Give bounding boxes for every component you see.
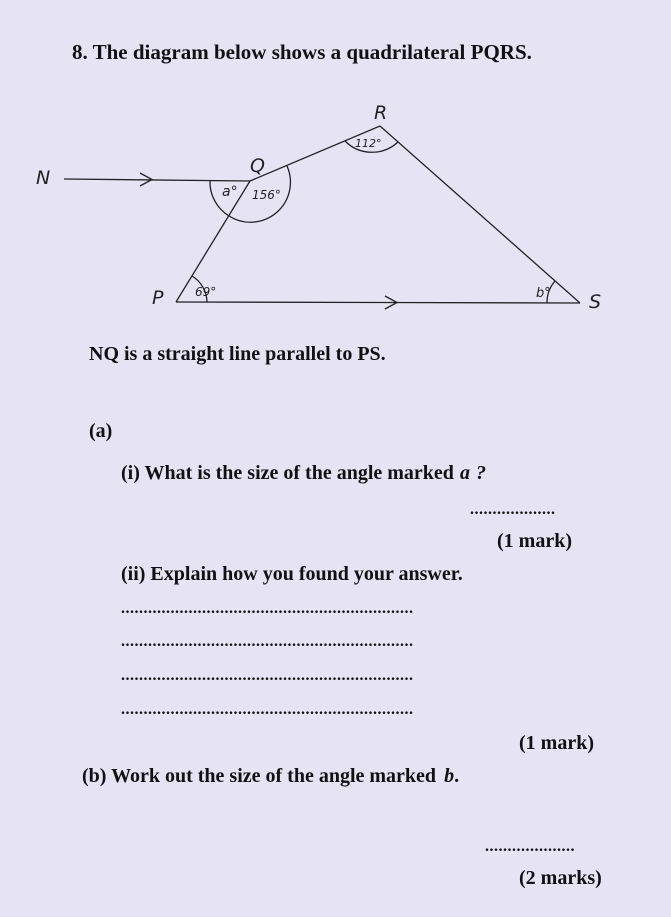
question-title: 8. The diagram below shows a quadrilateral PQRS. <box>72 40 532 64</box>
answer-line-a-ii-4[interactable]: ................................................................. <box>121 701 414 718</box>
question-statement: NQ is a straight line parallel to PS. <box>89 343 386 365</box>
angle-label-a: a° <box>222 184 238 200</box>
part-b-variable: b <box>444 765 455 787</box>
marks-a-ii: (1 mark) <box>519 732 594 754</box>
part-b-question <box>82 766 459 786</box>
angle-label-p: 69° <box>195 285 217 299</box>
side-qr <box>250 126 380 181</box>
line-nq <box>64 179 250 181</box>
quadrilateral-diagram <box>0 90 671 330</box>
side-pq <box>176 181 250 302</box>
angle-label-s: b° <box>536 286 551 301</box>
part-b-text: (b) Work out the size of the angle marked <box>82 765 437 787</box>
label-p: P <box>152 287 164 309</box>
angle-label-q: 156° <box>252 188 281 202</box>
answer-line-a-ii-3[interactable]: ................................................................. <box>121 667 414 684</box>
part-a-i-suffix: ? <box>475 462 486 484</box>
answer-line-a-ii-2[interactable]: ................................................................. <box>121 633 414 650</box>
side-rs <box>380 126 580 303</box>
marks-a-i: (1 mark) <box>497 530 572 552</box>
part-a-i-variable: a <box>459 462 470 484</box>
part-a-i-question <box>121 463 486 483</box>
answer-line-b[interactable]: .................... <box>485 838 575 855</box>
label-q: Q <box>250 155 265 177</box>
part-a-ii-question: (ii) Explain how you found your answer. <box>121 563 463 585</box>
side-ps <box>176 302 580 303</box>
label-s: S <box>589 291 602 313</box>
answer-line-a-ii-1[interactable]: ................................................................. <box>121 600 414 617</box>
part-a-i-text: (i) What is the size of the angle marked <box>121 462 454 484</box>
marks-b: (2 marks) <box>519 867 602 889</box>
answer-line-a-i[interactable]: ................... <box>470 501 556 518</box>
label-n: N <box>36 167 51 189</box>
part-b-suffix: . <box>454 765 460 787</box>
angle-label-r: 112° <box>355 137 382 150</box>
part-a-label: (a) <box>89 420 113 442</box>
label-r: R <box>374 102 388 124</box>
